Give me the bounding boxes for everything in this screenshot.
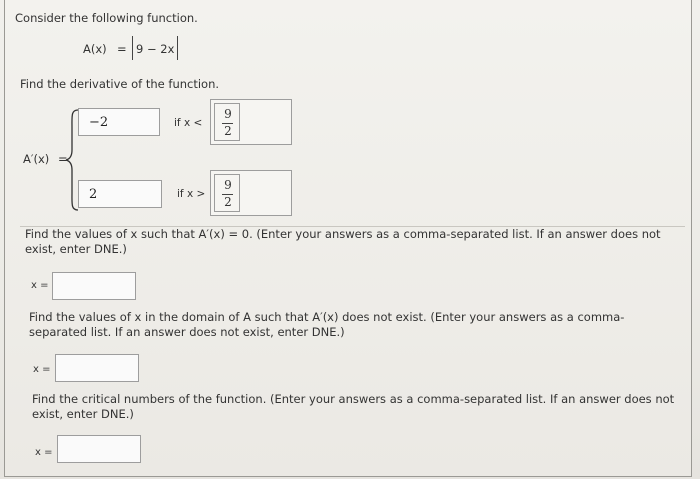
- function-lhs: A(x): [83, 42, 107, 56]
- q1-text: Find the values of x such that A′(x) = 0. (Enter your answers as a comma-separated list. If an answer does not exist, enter DNE.): [25, 227, 661, 256]
- piece1-bound-inner: [214, 103, 240, 141]
- q1-label: x =: [31, 280, 49, 291]
- function-equals: =: [117, 42, 127, 56]
- piece2-condition: if x >: [177, 188, 206, 200]
- derivative-lhs: A′(x): [23, 152, 50, 166]
- piece2-value: 2: [89, 187, 98, 202]
- piece2-denominator: 2: [224, 195, 232, 209]
- piece1-value-field[interactable]: [78, 108, 160, 136]
- q2-answer-input[interactable]: [55, 354, 139, 382]
- piece2-value-field[interactable]: [78, 180, 162, 208]
- q3-answer-input[interactable]: [57, 435, 141, 463]
- q3-label: x =: [35, 447, 53, 458]
- derivative-prompt: Find the derivative of the function.: [20, 77, 220, 91]
- derivative-equals: =: [58, 152, 68, 166]
- piece1-value: −2: [89, 115, 109, 130]
- piece1-denominator: 2: [224, 124, 232, 138]
- q3-text: Find the critical numbers of the function. (Enter your answers as a comma-separated list. If an answer does not exist, enter DNE.): [32, 392, 675, 421]
- piece2-bound-field[interactable]: [210, 170, 292, 216]
- piece2-bound-inner: [214, 174, 240, 212]
- function-abs-expression: 9 − 2x: [136, 42, 175, 56]
- abs-bar-right: [177, 36, 178, 60]
- piece1-condition: if x <: [174, 117, 203, 129]
- intro-text: Consider the following function.: [15, 11, 198, 25]
- q2-text: Find the values of x in the domain of A such that A′(x) does not exist. (Enter your answers as a comma-separated list. If an answer does not exist, enter DNE.): [29, 310, 625, 339]
- piece1-numerator: 9: [224, 107, 232, 121]
- piece2-numerator: 9: [224, 178, 232, 192]
- q2-label: x =: [33, 364, 51, 375]
- q1-answer-input[interactable]: [52, 272, 136, 300]
- abs-bar-left: [132, 36, 133, 60]
- piece1-bound-field[interactable]: [210, 99, 292, 145]
- question-panel: [4, 0, 692, 477]
